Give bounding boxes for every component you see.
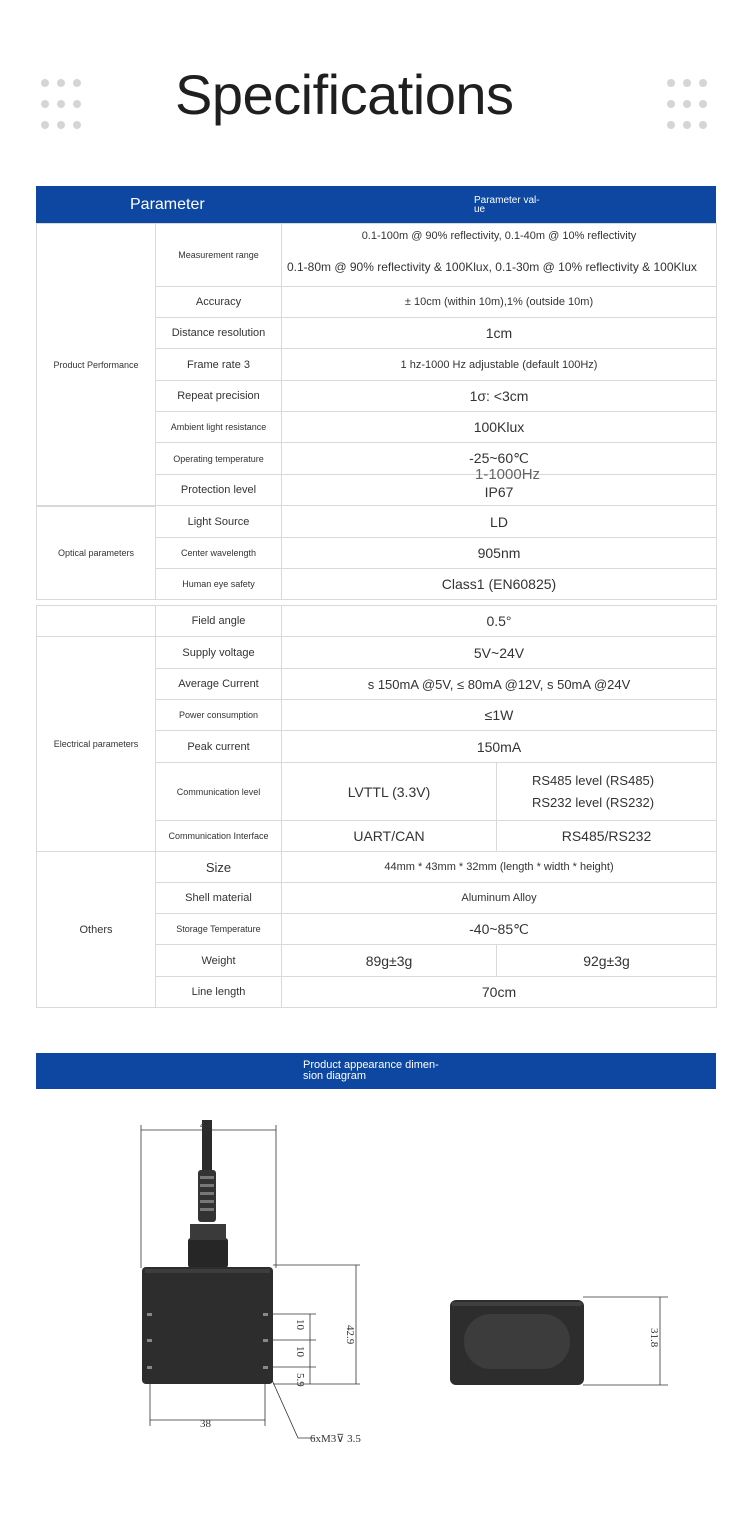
dim-bottom-offset: 5.9 <box>294 1373 306 1387</box>
dim-width-top: 44 <box>200 1119 211 1131</box>
row-label-eye-safety: Human eye safety <box>156 569 282 600</box>
row-label-field-angle: Field angle <box>156 606 282 637</box>
cell-size: 44mm * 43mm * 32mm (length * width * height) <box>282 852 717 883</box>
decor-dots-right <box>667 79 711 129</box>
cell-peak-current: 150mA <box>282 731 717 763</box>
row-label-center-wavelength: Center wavelength <box>156 538 282 569</box>
dimension-section-header <box>36 1053 716 1089</box>
cell-power-consumption: ≤1W <box>282 700 717 731</box>
cell-operating-temp: -25~60℃ <box>282 443 717 475</box>
dimension-diagram <box>0 1090 750 1470</box>
row-label-light-source: Light Source <box>156 506 282 538</box>
table-row <box>37 637 717 669</box>
page-title: Specifications <box>175 63 514 126</box>
spec-table-performance <box>36 223 717 507</box>
cell-light-source: LD <box>282 506 717 538</box>
cell-comm-level-1: LVTTL (3.3V) <box>282 763 497 821</box>
cell-supply-voltage: 5V~24V <box>282 637 717 669</box>
decor-dots-left <box>41 79 85 129</box>
device-side-view <box>450 1300 584 1385</box>
row-label-shell-material: Shell material <box>156 883 282 914</box>
cell-accuracy: ± 10cm (within 10m),1% (outside 10m) <box>282 287 717 318</box>
device-front-view <box>142 1120 273 1384</box>
row-label-measurement-range: Measurement range <box>156 224 282 287</box>
cell-storage-temp: -40~85℃ <box>282 914 717 945</box>
dim-spacing-2: 10 <box>294 1346 306 1357</box>
spec-table-header <box>36 186 716 223</box>
cell-average-current: s 150mA @5V, ≤ 80mA @12V, s 50mA @24V <box>282 669 717 700</box>
cell-shell-material: Aluminum Alloy <box>282 883 717 914</box>
dim-side-height: 31.8 <box>648 1328 660 1348</box>
cell-comm-interface-1: UART/CAN <box>282 821 497 852</box>
cell-ambient-light: 100Klux <box>282 412 717 443</box>
row-label-average-current: Average Current <box>156 669 282 700</box>
cell-protection-level: IP67 <box>282 475 717 506</box>
row-label-ambient-light: Ambient light resistance <box>156 412 282 443</box>
row-label-line-length: Line length <box>156 977 282 1008</box>
category-electrical: Electrical parameters <box>37 637 156 852</box>
dimension-section-title: Product appearance dimen- sion diagram <box>303 1059 439 1082</box>
table-row <box>37 224 717 287</box>
cell-eye-safety: Class1 (EN60825) <box>282 569 717 600</box>
dim-width-bottom: 38 <box>200 1418 211 1430</box>
comm-level-rs232: RS232 level (RS232) <box>532 794 655 810</box>
measurement-range-line1: 0.1-100m @ 90% reflectivity, 0.1-40m @ 10% reflectivity <box>361 230 637 242</box>
category-empty <box>37 606 156 637</box>
measurement-range-line2: 0.1-80m @ 90% reflectivity & 100Klux, 0.1-30m @ 10% reflectivity & 100Klux <box>287 260 697 274</box>
row-label-protection-level: Protection level <box>156 475 282 506</box>
category-product-performance: Product Performance <box>37 224 156 507</box>
cell-distance-resolution: 1cm <box>282 318 717 349</box>
cell-measurement-range <box>282 224 717 287</box>
cell-comm-interface-2: RS485/RS232 <box>497 821 717 852</box>
cell-weight-1: 89g±3g <box>282 945 497 977</box>
row-label-size: Size <box>156 852 282 883</box>
row-label-repeat-precision: Repeat precision <box>156 381 282 412</box>
cell-comm-level-2 <box>497 763 717 821</box>
row-label-comm-interface: Communication Interface <box>156 821 282 852</box>
row-label-comm-level: Communication level <box>156 763 282 821</box>
row-label-storage-temp: Storage Temperature <box>156 914 282 945</box>
header-parameter-value: Parameter val- ue <box>474 195 540 215</box>
row-label-frame-rate: Frame rate 3 <box>156 349 282 381</box>
dim-spacing-1: 10 <box>294 1319 306 1330</box>
cell-center-wavelength: 905nm <box>282 538 717 569</box>
overlay-frame-rate-text: 1-1000Hz <box>475 466 541 483</box>
comm-level-rs485: RS485 level (RS485) <box>532 772 655 788</box>
cell-frame-rate: 1 hz-1000 Hz adjustable (default 100Hz) <box>282 349 717 381</box>
row-label-weight: Weight <box>156 945 282 977</box>
spec-table-optical <box>36 505 717 600</box>
dim-height-right: 42.9 <box>344 1325 356 1345</box>
row-label-peak-current: Peak current <box>156 731 282 763</box>
category-others: Others <box>37 852 156 1008</box>
row-label-accuracy: Accuracy <box>156 287 282 318</box>
spec-table-electrical <box>36 605 717 1008</box>
cell-repeat-precision: 1σ: <3cm <box>282 381 717 412</box>
row-label-power-consumption: Power consumption <box>156 700 282 731</box>
cell-weight-2: 92g±3g <box>497 945 717 977</box>
row-label-operating-temp: Operating temperature <box>156 443 282 475</box>
category-optical: Optical parameters <box>37 506 156 600</box>
row-label-distance-resolution: Distance resolution <box>156 318 282 349</box>
dim-screw-note: 6xM3⊽ 3.5 <box>310 1433 361 1445</box>
table-row <box>37 606 717 637</box>
cell-line-length: 70cm <box>282 977 717 1008</box>
cell-field-angle: 0.5° <box>282 606 717 637</box>
row-label-supply-voltage: Supply voltage <box>156 637 282 669</box>
table-row <box>37 506 717 538</box>
header-parameter: Parameter <box>130 196 205 213</box>
table-row <box>37 852 717 883</box>
